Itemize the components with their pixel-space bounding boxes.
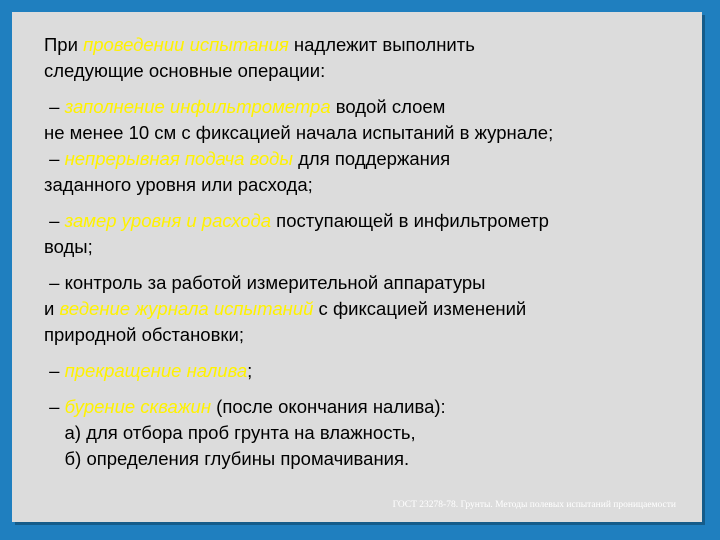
item-well-drilling [44,394,684,472]
item-highlight: бурение скважин [64,396,212,417]
slide-content [44,32,684,472]
item-line: воды; [44,236,93,257]
item-stop-pouring [44,358,684,384]
item-line [44,208,684,234]
intro-paragraph [44,32,684,84]
item-dash: – [44,148,65,169]
item-fill-infiltrometer [44,94,684,146]
item-subline-a: а) для отбора проб грунта на влажность, [44,422,416,443]
item-level-flow-measurement [44,208,684,260]
item-line [44,296,684,322]
item-line [44,146,684,172]
item-dash: – [44,396,65,417]
item-text: для поддержания [292,148,451,169]
source-footnote: ГОСТ 23278-78. Грунты. Методы полевых испытаний проницаемости [392,500,676,510]
item-line [44,394,684,420]
item-text: с фиксацией изменений [313,298,527,319]
item-continuous-water-supply [44,146,684,198]
item-highlight: непрерывная подача воды [64,148,293,169]
item-equipment-control-journal [44,270,684,348]
item-text: водой слоем [330,96,446,117]
item-dash: – [44,96,65,117]
item-text: (после окончания налива): [211,396,446,417]
item-highlight: прекращение налива [64,360,248,381]
item-highlight: ведение журнала испытаний [59,298,314,319]
intro-line-2: следующие основные операции: [44,60,326,81]
item-line: – контроль за работой измерительной аппаратуры [44,272,486,293]
item-text: ; [247,360,253,381]
item-line [44,358,684,384]
item-line: не менее 10 см с фиксацией начала испытаний в журнале; [44,122,554,143]
item-text: поступающей в инфильтрометр [271,210,549,231]
intro-text: надлежит выполнить [288,34,475,55]
item-text: и [44,298,60,319]
item-line [44,94,684,120]
item-line: природной обстановки; [44,324,244,345]
item-subline-b: б) определения глубины промачивания. [44,448,410,469]
intro-text: При [44,34,84,55]
item-highlight: заполнение инфильтрометра [64,96,331,117]
item-line: заданного уровня или расхода; [44,174,313,195]
intro-highlight: проведении испытания [83,34,289,55]
item-highlight: замер уровня и расхода [64,210,272,231]
item-dash: – [44,360,65,381]
intro-line-1 [44,32,684,58]
item-dash: – [44,210,65,231]
